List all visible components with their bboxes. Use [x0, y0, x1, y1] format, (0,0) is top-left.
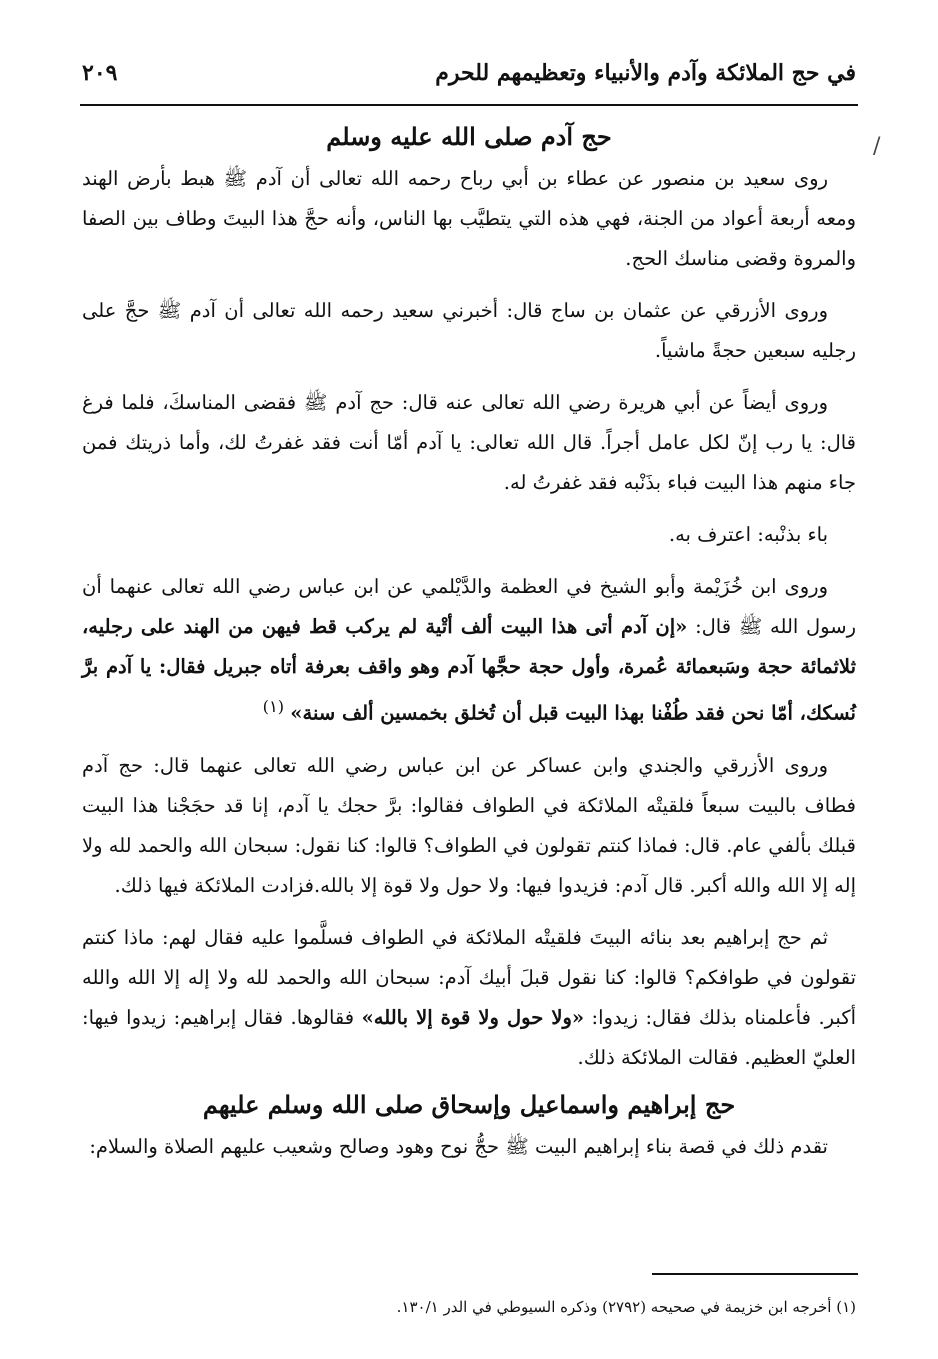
paragraph-adam-1: روى سعيد بن منصور عن عطاء بن أبي رباح رحمه الله تعالى أن آدم ﷺ هبط بأرض الهند ومعه أربعة أعواد من الجنة، فهي هذه التي يتطيَّب بها الناس، وأنه حجَّ هذا البيتَ وطاف بين الصفا والمروة وقضى مناسك الحج. — [82, 167, 856, 270]
paragraph-prophets: تقدم ذلك في قصة بناء إبراهيم البيت ﷺ حجُّ نوح وهود وصالح وشعيب عليهم الصلاة والسلام: — [89, 1134, 828, 1158]
paragraph-adam-2: وروى الأزرقي عن عثمان بن ساج قال: أخبرني سعيد رحمه الله تعالى أن آدم ﷺ حجَّ على رجليه سبعين حجةً ماشياً. — [82, 299, 856, 362]
paragraph-ibrahim — [82, 918, 856, 1078]
section-heading-ibrahim: حج إبراهيم واسماعيل وإسحاق صلى الله وسلم عليهم — [202, 1089, 736, 1119]
header-rule — [80, 104, 858, 106]
ibrahim-text-before: ثم حج إبراهيم بعد بنائه البيتَ فلقيتْه الملائكة في الطواف فسلَّموا عليه فقال لهم: ماذا كنتم تقولون في طوافكم؟ قالوا: كنا نقول قبلَ أبيك آدم: سبحان الله والحمد لله ولا إله إلا الله والله أكبر. فأعلمناه بذلك فقال: زيدوا: — [82, 925, 857, 1029]
margin-mark: / — [873, 134, 881, 159]
paragraph-hadith — [82, 567, 856, 734]
paragraph-adam-4: باء بذنْبه: اعترف به. — [668, 523, 828, 546]
hadith-quote: «إن آدم أتى هذا البيت ألف أتْية لم يركب قط فيهن من الهند على رجليه، ثلاثمائة حجة وسَبعمائة عُمرة، وأول حجة حجَّها آدم وهو واقف بعرفة أتاه جبريل فقال: يا آدم برَّ نُسكك، أمّا نحن فقد طُفْنا بهذا البيت قبل أن تُخلق بخمسين ألف سنة» — [82, 615, 856, 725]
ibrahim-quote: «ولا حول ولا قوة إلا بالله» — [361, 1005, 585, 1029]
running-header — [82, 56, 856, 96]
section-heading-adam: حج آدم صلى الله عليه وسلم — [326, 122, 612, 151]
page-number: ٢٠٩ — [82, 60, 118, 86]
paragraph-adam-3: وروى أيضاً عن أبي هريرة رضي الله تعالى عنه قال: حج آدم ﷺ فقضى المناسكَ، فلما فرغ قال: يا رب إنّ لكل عامل أجراً. قال الله تعالى: يا آدم أمّا أنت فقد غفرتُ لك، وأما ذريتك فمن جاء منهم هذا البيت فباء بذَنْبه فقد غفرتُ له. — [82, 391, 856, 494]
paragraph-angels-tawaf: وروى الأزرقي والجندي وابن عساكر عن ابن عباس رضي الله تعالى عنهما قال: حج آدم فطاف بالبيت سبعاً فلقيتْه الملائكة في الطواف فقالوا: برَّ حجك يا آدم، إنا قد حجَجْنا هذا البيت قبلك بألفي عام. قال: فماذا كنتم تقولون في الطواف؟ قالوا: كنا نقول: سبحان الله والحمد لله ولا إله إلا الله والله أكبر. قال آدم: فزيدوا فيها: ولا حول ولا قوة إلا بالله.فزادت الملائكة فيها ذلك. — [82, 753, 856, 897]
page-body — [82, 112, 856, 1179]
footnote: (١) أخرجه ابن خزيمة في صحيحه (٢٧٩٢) وذكره السيوطي في الدر ١٣٠/١. — [396, 1298, 856, 1316]
ibrahim-text-after: فقالوها. فقال إبراهيم: زيدوا فيها: العليّ العظيم. فقالت الملائكة ذلك. — [82, 1005, 856, 1069]
hadith-intro: وروى ابن خُزَيْمة وأبو الشيخ في العظمة والدَّيْلمي عن ابن عباس رضي الله تعالى عنهما أن رسول الله ﷺ قال: — [82, 575, 857, 638]
footnote-reference: (١) — [262, 697, 285, 716]
header-title: في حج الملائكة وآدم والأنبياء وتعظيمهم للحرم — [435, 60, 856, 86]
footnote-rule — [652, 1273, 858, 1275]
